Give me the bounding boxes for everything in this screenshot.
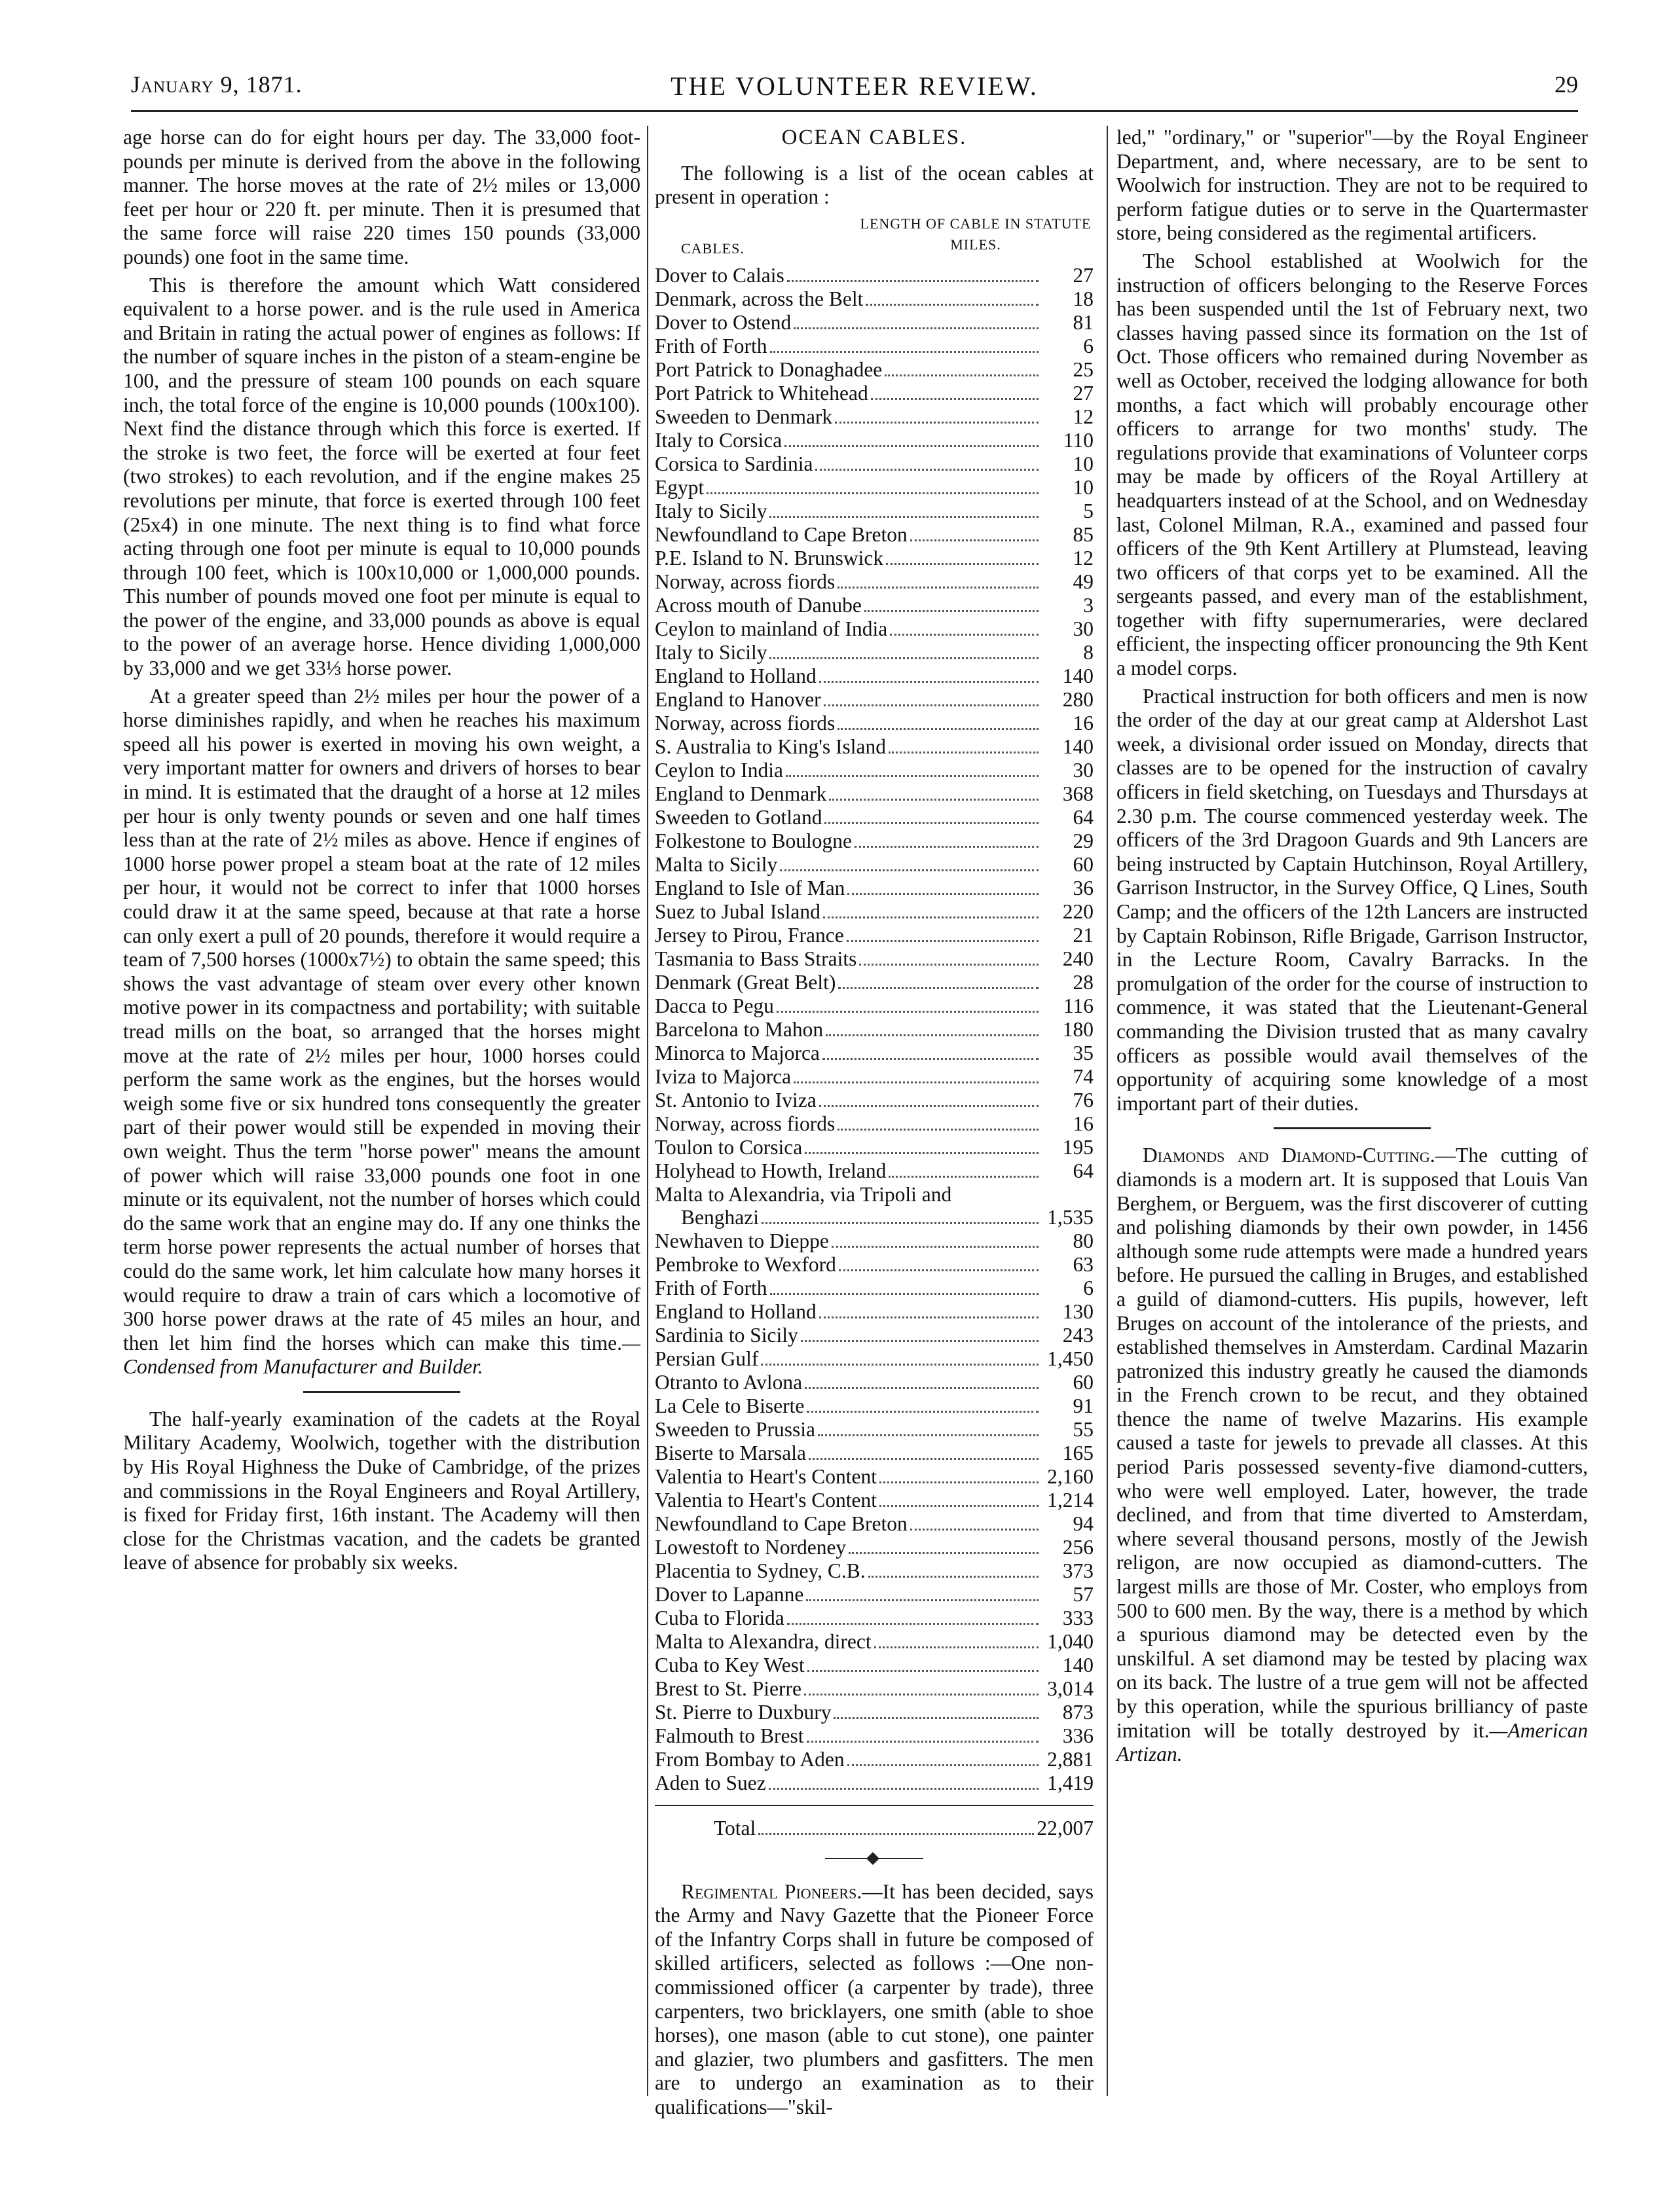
cable-row — [655, 1442, 1094, 1466]
cables-table-header — [655, 213, 1094, 264]
article-separator — [303, 1391, 460, 1393]
ocean-cables-title: OCEAN CABLES. — [781, 126, 967, 149]
cable-length: 49 — [1073, 570, 1094, 593]
cable-row — [655, 924, 1094, 948]
leader-dots — [806, 1599, 1039, 1601]
cable-row — [655, 1066, 1094, 1089]
cable-row — [655, 1536, 1094, 1560]
cable-row — [655, 1772, 1094, 1796]
cable-length: 16 — [1073, 711, 1094, 734]
cable-row — [655, 1584, 1094, 1607]
column-right — [1116, 126, 1588, 1771]
leader-dots — [879, 1505, 1039, 1507]
cable-route: La Cele to Biserte — [655, 1394, 805, 1417]
cable-route: Egypt — [655, 475, 705, 499]
cable-route: St. Antonio to Iviza — [655, 1088, 817, 1112]
diamonds-paragraph — [1116, 1144, 1588, 1766]
cable-length: 10 — [1073, 452, 1094, 475]
leader-dots — [818, 1434, 1039, 1436]
cable-row — [655, 1419, 1094, 1442]
cable-route: Newhaven to Dieppe — [655, 1229, 829, 1252]
cable-route: Aden to Suez — [655, 1771, 766, 1794]
cable-length: 140 — [1062, 734, 1094, 758]
cable-length: 1,419 — [1047, 1771, 1094, 1794]
cable-length: 36 — [1073, 876, 1094, 899]
pioneers-text: —It has been decided, says the Army and Navy Gazette that the Pioneer Force of the Infantry Corps shall in future be composed of skilled artificers, selected as follows :—One non-commissioned officer (a carpenter by trade), three carpenters, two bricklayers, one smith (able to shoe horses), one mason (able to cut stone), one painter and glazier, two plumbers and gasfitters. The men are to undergo an examination as to their qualifications—"skil- — [655, 1879, 1094, 2119]
cable-route: Minorca to Majorca — [655, 1041, 820, 1064]
cable-row — [655, 1348, 1094, 1371]
cable-route: Newfoundland to Cape Breton — [655, 522, 908, 546]
leader-dots — [834, 1717, 1039, 1719]
leader-dots — [864, 610, 1039, 612]
leader-dots — [885, 374, 1039, 376]
leader-dots — [824, 704, 1039, 706]
cable-row — [655, 783, 1094, 807]
cable-row — [655, 971, 1094, 995]
cable-route: Holyhead to Howth, Ireland — [655, 1159, 887, 1182]
cable-length: 60 — [1073, 852, 1094, 876]
cable-length: 80 — [1073, 1229, 1094, 1252]
cable-length: 27 — [1073, 263, 1094, 287]
leader-dots — [889, 752, 1039, 753]
cable-row — [655, 1678, 1094, 1701]
leader-dots — [838, 1129, 1039, 1131]
leader-dots — [838, 587, 1039, 589]
cable-length: 1,535 — [1047, 1205, 1094, 1229]
cable-length: 165 — [1062, 1441, 1094, 1464]
cable-length: 29 — [1073, 829, 1094, 852]
cable-row — [655, 1631, 1094, 1654]
page-number: 29 — [1555, 71, 1578, 98]
cable-route: Sardinia to Sicily — [655, 1323, 798, 1347]
horse-power-paragraph-2: This is therefore the amount which Watt considered equivalent to a horse power. and is the rule used in America and Britain in rating the actual power of engines as follows: If the number of square inches in the piston of a steam-engine be 100, and the pressure of steam 100 pounds on each square inch, the total force of the engine is 10,000 pounds (100x100). Next find the distance through which this force is exerted. If the stroke is two feet, the force will be exerted at four feet (two strokes) to each revolution, and if the engine makes 25 revolutions per minute, that force is exerted through 100 feet (25x4) in one minute. The next thing is to find what force acting through one foot per minute is equal to 10,000 pounds through 100 feet, which is 100x10,000 or 1,000,000 pounds. This number of pounds moved one foot per minute is equal to the power of the engine, and 33,000 pounds as above is equal to the power of an average horse. Hence dividing 1,000,000 by 33,000 and we get 33⅓ horse power. — [123, 273, 640, 680]
cable-route: From Bombay to Aden — [655, 1747, 845, 1771]
ocean-cables-intro: The following is a list of the ocean cables at present in operation : — [655, 161, 1094, 209]
leader-dots — [910, 539, 1039, 541]
cable-length: 91 — [1073, 1394, 1094, 1417]
leader-dots — [801, 1340, 1039, 1342]
cable-row — [655, 571, 1094, 594]
cable-route: Italy to Sicily — [655, 640, 767, 664]
cable-route: Denmark, across the Belt — [655, 287, 864, 310]
cable-route: Folkestone to Boulogne — [655, 829, 852, 852]
cable-row — [655, 429, 1094, 453]
cable-route: Italy to Corsica — [655, 428, 782, 452]
cable-route: Dover to Calais — [655, 263, 784, 287]
cable-row — [655, 1725, 1094, 1749]
cables-total-row — [655, 1805, 1094, 1841]
leader-dots — [855, 846, 1039, 848]
cable-row — [655, 359, 1094, 382]
issue-date: January 9, 1871. — [131, 71, 303, 98]
cable-length: 5 — [1083, 499, 1094, 522]
cable-length: 57 — [1073, 1582, 1094, 1606]
cable-route: Otranto to Avlona — [655, 1370, 803, 1394]
leader-dots — [824, 822, 1039, 824]
cable-length: 21 — [1073, 923, 1094, 947]
cable-length: 28 — [1073, 970, 1094, 994]
cable-length: 64 — [1073, 1159, 1094, 1182]
horse-power-paragraph-3 — [123, 685, 640, 1379]
cable-route: Barcelona to Mahon — [655, 1017, 824, 1041]
cable-row — [655, 1371, 1094, 1395]
cable-length: 76 — [1073, 1088, 1094, 1112]
cable-length: 336 — [1062, 1724, 1094, 1747]
cable-length: 1,040 — [1047, 1629, 1094, 1653]
cable-length: 18 — [1073, 287, 1094, 310]
cable-row — [655, 1513, 1094, 1536]
leader-dots — [859, 964, 1039, 966]
cable-length: 368 — [1062, 782, 1094, 805]
cable-length: 873 — [1062, 1700, 1094, 1724]
woolwich-school-paragraph: The School established at Woolwich for the instruction of officers belonging to the Reserve Forces has been suspended until the 1st of February next, two classes having passed since its formation on the 1st of Oct. Those officers who remained during November as well as October, received the lodging allowance for both months, a fact which will probably encourage other officers to arrange for two months' study. The regulations provide that examinations of Volunteer corps may be made by officers of the Royal Artillery at headquarters instead of at the School, and on Wednesday last, Colonel Milman, R.A., examined and passed four officers of the 9th Kent Artillery at Plumstead, leaving two officers of that corps yet to be examined. All the sergeants passed, and every man of the establishment, together with fifty supernumeraries, were declared efficient, the inspecting officer pronouncing the 9th Kent a model corps. — [1116, 249, 1588, 680]
cable-row — [655, 264, 1094, 288]
cable-route: Frith of Forth — [655, 1276, 767, 1299]
cable-route: England to Holland — [655, 664, 817, 687]
cable-length: 30 — [1073, 758, 1094, 782]
cable-length: 140 — [1062, 1653, 1094, 1677]
cable-row — [655, 1160, 1094, 1184]
cable-route: Across mouth of Danube — [655, 593, 862, 617]
cable-length: 2,160 — [1047, 1464, 1094, 1488]
military-academy-paragraph: The half-yearly examination of the cadets at the Royal Military Academy, Woolwich, together with the distribution by His Royal Highness the Duke of Cambridge, of the prizes and commissions in the Royal Engineers and Royal Artillery, is fixed for Friday first, 16th instant. The Academy will then close for the Christmas vacation, and the cadets be granted leave of absence for probably six weeks. — [123, 1407, 640, 1574]
cable-length: 220 — [1062, 899, 1094, 923]
cable-row — [655, 1042, 1094, 1066]
leader-dots — [819, 681, 1039, 683]
cable-length: 240 — [1062, 947, 1094, 970]
cable-route-continuation: Benghazi — [681, 1205, 759, 1229]
cable-length: 94 — [1073, 1512, 1094, 1535]
cable-route: Norway, across fiords — [655, 711, 836, 734]
cable-route: Port Patrick to Whitehead — [655, 381, 868, 405]
cable-length: 256 — [1062, 1535, 1094, 1559]
cable-route: Sweeden to Prussia — [655, 1417, 815, 1441]
cable-length: 16 — [1073, 1112, 1094, 1135]
article-separator — [1274, 1127, 1431, 1129]
cable-route: S. Australia to King's Island — [655, 734, 887, 758]
cable-row — [655, 1607, 1094, 1631]
cable-row — [655, 547, 1094, 571]
cable-row — [655, 1489, 1094, 1513]
cable-route: Cuba to Key West — [655, 1653, 805, 1677]
cable-route: Suez to Jubal Island — [655, 899, 820, 923]
cable-route: Iviza to Majorca — [655, 1064, 792, 1088]
cable-row — [655, 1654, 1094, 1678]
cable-length: 63 — [1073, 1252, 1094, 1276]
leader-dots — [770, 351, 1039, 353]
leader-dots — [815, 469, 1039, 471]
cable-route: Pembroke to Wexford — [655, 1252, 836, 1276]
cable-row — [655, 1277, 1094, 1301]
cable-row — [655, 1136, 1094, 1160]
cable-row — [655, 807, 1094, 830]
cable-length: 243 — [1062, 1323, 1094, 1347]
horse-power-paragraph-1: age horse can do for eight hours per day. The 33,000 foot-pounds per minute is derived from the above in the following manner. The horse moves at the rate of 2½ miles or 13,000 feet per hour or 220 ft. per minute. Then it is presumed that the same force will raise 220 times 150 pounds (33,000 pounds) one foot in the same time. — [123, 126, 640, 268]
cable-route: Ceylon to mainland of India — [655, 617, 888, 640]
cable-length: 1,214 — [1047, 1488, 1094, 1512]
horse-power-credit: —Condensed from Manufacturer and Builder. — [123, 1331, 640, 1379]
leader-dots — [823, 916, 1039, 918]
cable-row — [655, 995, 1094, 1019]
cable-row — [655, 335, 1094, 359]
cable-route: Italy to Sicily — [655, 499, 767, 522]
leader-dots — [847, 1764, 1039, 1766]
cable-route: Persian Gulf — [655, 1347, 759, 1370]
cable-length: 1,450 — [1047, 1347, 1094, 1370]
cable-route: Norway, across fiords — [655, 1112, 836, 1135]
leader-dots — [826, 1034, 1039, 1036]
cable-row — [655, 477, 1094, 500]
cable-length: 130 — [1062, 1299, 1094, 1323]
cable-row — [655, 500, 1094, 524]
cable-length: 81 — [1073, 310, 1094, 334]
cable-length: 195 — [1062, 1135, 1094, 1159]
cable-row — [655, 1254, 1094, 1277]
leader-dots — [769, 1788, 1039, 1790]
article-ornament — [825, 1854, 923, 1863]
cable-route: Malta to Alexandra, direct — [655, 1629, 872, 1653]
cable-route: Dacca to Pegu — [655, 994, 774, 1017]
cable-route: Sweeden to Denmark — [655, 405, 833, 428]
cable-length: 27 — [1073, 381, 1094, 405]
cable-length: 60 — [1073, 1370, 1094, 1394]
cables-column-header: CABLES. — [681, 240, 745, 257]
cable-length: 6 — [1083, 334, 1094, 357]
cable-length: 74 — [1073, 1064, 1094, 1088]
cable-row — [655, 1113, 1094, 1136]
cable-route: St. Pierre to Duxbury — [655, 1700, 832, 1724]
cable-route: Toulon to Corsica — [655, 1135, 803, 1159]
page-header — [131, 71, 1578, 112]
leader-dots — [777, 1011, 1039, 1013]
cable-route: Ceylon to India — [655, 758, 783, 782]
cable-route: Dover to Ostend — [655, 310, 792, 334]
leader-dots — [758, 1833, 1034, 1835]
column-rule-left — [647, 126, 648, 2096]
leader-dots — [829, 799, 1039, 801]
leader-dots — [866, 304, 1039, 306]
cable-row — [655, 1206, 1094, 1230]
aldershot-paragraph: Practical instruction for both officers and men is now the order of the day at our great camp at Aldershot Last week, a divisional order issued on Monday, directs that classes are to be opened for the instruction of cavalry officers in field sketching, on Tuesdays and Thursdays at 2.30 p.m. The course commenced yesterday week. The officers of the 3rd Dragoon Guards and 9th Lancers are being instructed by Captain Hutchinson, Royal Artillery, Garrison Instructor, in the Survey Office, Q Lines, South Camp; and the officers of the 12th Lancers are instructed by Captain Robinson, Rifle Brigade, Garrison Instructor, in the Lecture Room, Cavalry Barracks. In the promulgation of the order for the course of instruction to commence, it was stated that the Lieutenant-General commanding the Division trusted that as many cavalry officers as possible would avail themselves of the opportunity of acquiring some knowledge of a most important part of their duties. — [1116, 684, 1588, 1115]
length-column-header: LENGTH OF CABLE IN STATUTE MILES. — [860, 215, 1092, 253]
cable-row — [655, 1466, 1094, 1489]
cable-row — [655, 453, 1094, 477]
leader-dots — [849, 1552, 1039, 1554]
leader-dots — [804, 1694, 1039, 1695]
total-label: Total — [714, 1816, 756, 1840]
leader-dots — [807, 1411, 1039, 1413]
leader-dots — [847, 893, 1039, 895]
cable-row — [655, 312, 1094, 335]
cable-row — [655, 877, 1094, 901]
leader-dots — [805, 1387, 1039, 1389]
cable-length: 64 — [1073, 805, 1094, 829]
pioneers-paragraph — [655, 1880, 1094, 2120]
pioneers-continuation: led," "ordinary," or "superior"—by the Royal Engineer Department, and, where necessary, are to be sent to Woolwich for instruction. They are not to be required to perform fatigue duties or to serve in the Quartermaster store, being considered as the regimental artificers. — [1116, 126, 1588, 245]
cable-length: 280 — [1062, 687, 1094, 711]
cable-row — [655, 594, 1094, 618]
cable-route: Cuba to Florida — [655, 1606, 784, 1629]
cable-length: 3,014 — [1047, 1677, 1094, 1700]
cable-route: Corsica to Sardinia — [655, 452, 813, 475]
cable-row — [655, 1019, 1094, 1042]
cable-route: Newfoundland to Cape Breton — [655, 1512, 908, 1535]
cable-row — [655, 712, 1094, 736]
cable-row — [655, 1301, 1094, 1324]
leader-dots — [807, 1741, 1039, 1743]
cable-route: Sweeden to Gotland — [655, 805, 822, 829]
cable-length: 333 — [1062, 1606, 1094, 1629]
leader-dots — [838, 987, 1039, 989]
diamonds-lead: Diamonds and Diamond-Cutting. — [1143, 1144, 1435, 1167]
cable-row — [655, 382, 1094, 406]
column-rule-right — [1107, 126, 1108, 2096]
cable-length: 85 — [1073, 522, 1094, 546]
leader-dots — [794, 327, 1039, 329]
cable-length: 110 — [1063, 428, 1094, 452]
cable-route: Denmark (Great Belt) — [655, 970, 836, 994]
cable-route: Falmouth to Brest — [655, 1724, 804, 1747]
leader-dots — [794, 1081, 1039, 1083]
cable-length: 116 — [1063, 994, 1094, 1017]
cable-route: Placentia to Sydney, C.B. — [655, 1559, 866, 1582]
cable-route: Malta to Sicily — [655, 852, 778, 876]
cable-row — [655, 689, 1094, 712]
leader-dots — [835, 422, 1039, 424]
cable-length: 3 — [1083, 593, 1094, 617]
cable-route: Port Patrick to Donaghadee — [655, 357, 883, 381]
column-left — [123, 126, 640, 1579]
cable-route: Tasmania to Bass Straits — [655, 947, 857, 970]
cable-row — [655, 1701, 1094, 1725]
leader-dots — [871, 398, 1039, 400]
cable-row — [655, 759, 1094, 783]
leader-dots — [761, 1364, 1039, 1366]
cable-row — [655, 288, 1094, 312]
leader-dots — [807, 1670, 1039, 1672]
leader-dots — [874, 1646, 1039, 1648]
cable-row — [655, 1089, 1094, 1113]
cable-length: 373 — [1062, 1559, 1094, 1582]
column-middle — [655, 126, 1094, 2124]
leader-dots — [786, 775, 1039, 777]
cable-length: 6 — [1083, 1276, 1094, 1299]
leader-dots — [839, 1269, 1039, 1271]
cable-row — [655, 524, 1094, 547]
leader-dots — [707, 492, 1039, 494]
leader-dots — [809, 1458, 1039, 1460]
leader-dots — [780, 869, 1039, 871]
cable-length: 2,881 — [1047, 1747, 1094, 1771]
leader-dots — [889, 1176, 1039, 1178]
cable-row — [655, 901, 1094, 924]
cable-row — [655, 830, 1094, 854]
cable-route: Frith of Forth — [655, 334, 767, 357]
leader-dots — [819, 1105, 1039, 1107]
cables-table-body — [655, 264, 1094, 1796]
cable-length: 180 — [1062, 1017, 1094, 1041]
leader-dots — [787, 280, 1039, 282]
cable-row — [655, 1395, 1094, 1419]
publication-title: THE VOLUNTEER REVIEW. — [671, 71, 1039, 101]
cable-route: Valentia to Heart's Content — [655, 1464, 877, 1488]
leader-dots — [832, 1246, 1039, 1248]
cable-route: England to Hanover — [655, 687, 821, 711]
cable-route: Brest to St. Pierre — [655, 1677, 801, 1700]
cable-route: Biserte to Marsala — [655, 1441, 806, 1464]
diamonds-text: —The cutting of diamonds is a modern art. It is supposed that Louis Van Berghem, or Berguem, was the first discoverer of cutting and polishing diamonds by their own powder, in 1456 although some rude attempts were made a hundred years before. He pursued the calling in Bruges, and established a guild of diamond-cutters. His pupils, however, left Bruges on account of the intolerance of the priests, and established themselves in Amsterdam. Cardinal Mazarin patronized this industry greatly he caused the diamonds in the French crown to be recut, and they obtained thence the name of twelve Mazarins. His example caused a taste for jewels to prevade all classes. At this period Paris possessed seventy-five diamond-cutters, who were well employed. Later, however, the trade declined, and from that time diverted to Amsterdam, where several thousand persons, mostly of the Jewish religon, are now occupied as diamond-cutters. The largest mills are those of Mr. Coster, who employs from 500 to 600 men. By the way, there is a method by which a spurious diamond may be detected even by the unskilful. A set diamond may be tested by placing wax on its back. The lustre of a true gem will not be affected by this operation, while the spurious brilliancy of paste imitation will be totally destroyed by it. — [1116, 1144, 1588, 1742]
cable-row — [655, 1560, 1094, 1584]
cable-route: England to Denmark — [655, 782, 827, 805]
leader-dots — [769, 657, 1039, 659]
cable-row — [655, 1749, 1094, 1772]
total-value: 22,007 — [1037, 1816, 1094, 1840]
leader-dots — [886, 563, 1039, 565]
leader-dots — [805, 1152, 1039, 1154]
cable-length: 35 — [1073, 1041, 1094, 1064]
leader-dots — [784, 445, 1039, 447]
cable-row — [655, 642, 1094, 665]
cable-length: 10 — [1073, 475, 1094, 499]
cable-route: Norway, across fiords — [655, 570, 836, 593]
diamonds-credit: —American Artizan. — [1116, 1718, 1588, 1766]
cable-row — [655, 618, 1094, 642]
leader-dots — [868, 1576, 1039, 1578]
cable-route: Lowestoft to Nordeney — [655, 1535, 847, 1559]
cable-row-wrapped — [655, 1184, 1094, 1206]
cable-length: 8 — [1083, 640, 1094, 664]
cable-route: Jersey to Pirou, France — [655, 923, 844, 947]
leader-dots — [769, 516, 1039, 518]
leader-dots — [890, 634, 1039, 636]
cable-route: Dover to Lapanne — [655, 1582, 804, 1606]
cable-route: Malta to Alexandria, via Tripoli and — [655, 1182, 952, 1206]
leader-dots — [787, 1623, 1039, 1625]
cable-length: 30 — [1073, 617, 1094, 640]
cable-row — [655, 406, 1094, 429]
leader-dots — [762, 1222, 1039, 1224]
cable-route: Valentia to Heart's Content — [655, 1488, 877, 1512]
cable-length: 12 — [1073, 405, 1094, 428]
cable-row — [655, 948, 1094, 971]
leader-dots — [879, 1481, 1039, 1483]
leader-dots — [838, 728, 1039, 730]
pioneers-lead: Regimental Pioneers. — [681, 1879, 862, 1903]
cable-route: England to Isle of Man — [655, 876, 845, 899]
cable-row — [655, 736, 1094, 759]
leader-dots — [910, 1529, 1039, 1531]
horse-power-paragraph-3-text: At a greater speed than 2½ miles per hour the power of a horse diminishes rapidly, and when he reaches his maximum speed all his power is exerted in moving his own weight, a very important matter for owners and drivers of horses to bear in mind. It is estimated that the draught of a horse at 12 miles per hour is only twenty pounds or seven and one half times less than at the rate of 2½ miles as above. Hence if engines of 1000 horse power propel a steam boat at the rate of 12 miles per hour, it would not be correct to infer that 1000 horses could draw it at the same speed, because at that rate a horse can only exert a pull of 20 pounds, therefore it would require a team of 7,500 horses (1000x7½) to obtain the same speed; this shows the vast advantage of steam over every other known motive power in its compactness and portability; with suitable tread mills on the boat, so arranged that the horses might move at the rate of 2½ miles per hour, 1000 horses could perform the same work as the engines, but the horses would weigh some five or six hundred tons consequently the greater part of their power would still be expended in moving their own weight. Thus the term "horse power" means the amount of power which will raise 33,000 pounds one foot in one minute or its equivalent, not the number of horses which could do the same work that an engine may do. If any one thinks the term horse power represents the actual number of horses that could do the same work, let him calculate how many horses it would require to draw a train of cars which a locomotive of 300 horse power draws at the rate of 45 miles an hour, and then let him find the horses which can make this time. — [123, 684, 640, 1354]
cable-row — [655, 665, 1094, 689]
cable-length: 12 — [1073, 546, 1094, 570]
cable-route: England to Holland — [655, 1299, 817, 1323]
cable-length: 140 — [1062, 664, 1094, 687]
leader-dots — [819, 1316, 1039, 1318]
leader-dots — [847, 940, 1039, 942]
leader-dots — [770, 1293, 1039, 1295]
cable-route: P.E. Island to N. Brunswick — [655, 546, 884, 570]
cable-row — [655, 1324, 1094, 1348]
cable-row — [655, 1230, 1094, 1254]
cable-length: 25 — [1073, 357, 1094, 381]
cable-row — [655, 854, 1094, 877]
leader-dots — [822, 1058, 1039, 1060]
cable-length: 55 — [1073, 1417, 1094, 1441]
